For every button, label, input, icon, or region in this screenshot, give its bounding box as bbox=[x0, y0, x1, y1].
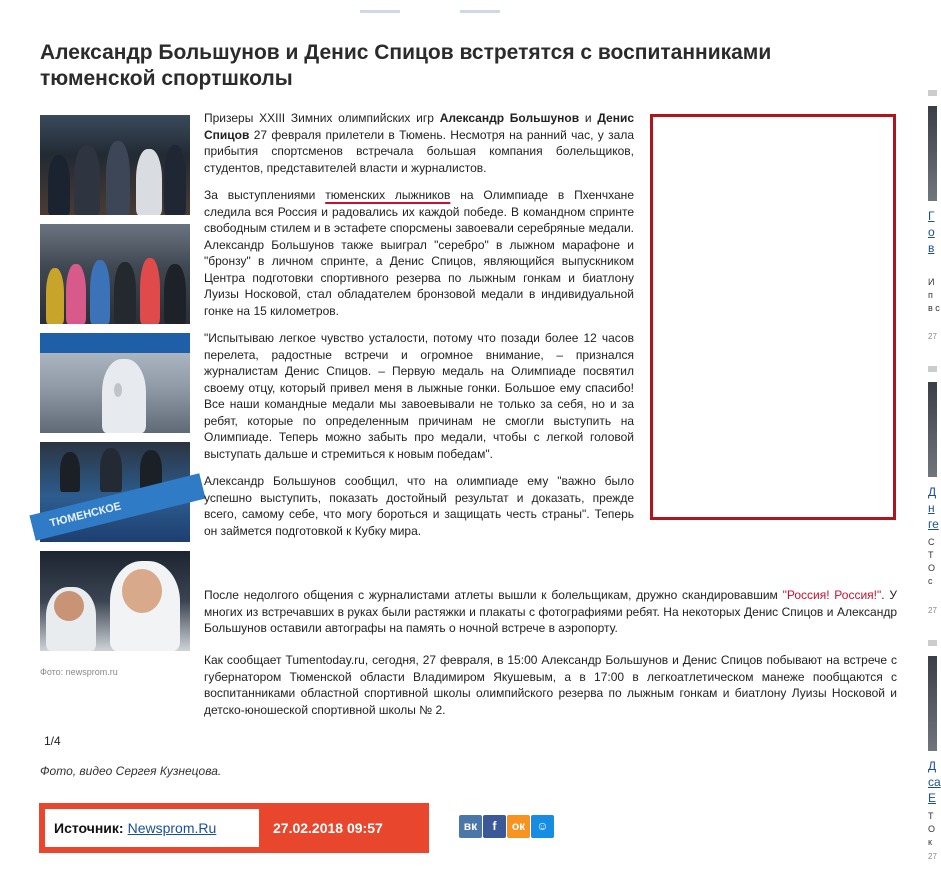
paragraph-3: "Испытываю легкое чувство усталости, потому что позади более 12 часов перелета, радостные встречи и огромное внимание, – признался журналистам Денис Спицов. – Первую медаль на Олимпиаде посвятил своему отцу, который привел меня в лыжные гонки. Большое ему спасибо! Все наши командные медали мы завоевывали не только за себя, но и за ребят, которые по определенным причинам не смогли выступить на Олимпиаде. Теперь можно забыть про медали, чтобы с легкой головой выступать дальше и стремиться к новым победам". bbox=[204, 331, 634, 461]
paragraph-6: Как сообщает Tumentoday.ru, сегодня, 27 февраля, в 15:00 Александр Большунов и Денис Спицов побывают на встрече с губернатором Тюменской области Владимиром Якушевым, а в 17:00 в легкоатлетическом манеже пообщаются с воспитанниками областной спортивной школы олимпийского резерва по лыжным гонкам и биатлону Луизы Носковой и детско-юношеской спортивной школы № 2. bbox=[204, 653, 897, 717]
skiers-link[interactable]: тюменских лыжников bbox=[325, 188, 451, 202]
paragraph-5: После недолгого общения с журналистами атлеты вышли к болельщикам, дружно скандировавшим "Россия! Россия!". У многих из встречавших в руках были растяжки и плакаты с фотографиями ребят. На некоторых Денис Спицов и Александр Большунов оставили автографы на память о ночной встрече в аэропорту. bbox=[204, 588, 897, 635]
fan-banner-image: ТЮМЕНСКОЕ bbox=[29, 473, 205, 541]
source-label: Источник: bbox=[54, 820, 124, 836]
sidebar-news-image-1[interactable] bbox=[928, 106, 937, 201]
sidebar-news-text-2: С Т О с bbox=[928, 537, 936, 586]
photo-gallery bbox=[40, 115, 190, 660]
facebook-share-icon[interactable]: f bbox=[483, 815, 506, 838]
vk-share-icon[interactable]: вк bbox=[459, 815, 482, 838]
sidebar-news-image-2[interactable] bbox=[928, 382, 937, 477]
sidebar-news-text-1: И п в с bbox=[928, 277, 940, 313]
sidebar-news-date-1: 27 bbox=[928, 332, 937, 341]
gallery-thumb-1[interactable] bbox=[40, 115, 190, 215]
paragraph-1: Призеры XXIII Зимних олимпийских игр Александр Большунов и Денис Спицов 27 февраля прилетели в Тюмень. Несмотря на ранний час, у зала прибытия спортсменов встречала большая компания болельщиков, студентов, представителей власти и журналистов. bbox=[204, 111, 634, 175]
gallery-counter: 1/4 bbox=[44, 734, 61, 748]
share-buttons bbox=[459, 815, 555, 838]
photo-caption: Фото, видео Сергея Кузнецова. bbox=[40, 764, 222, 778]
ad-banner-placeholder[interactable] bbox=[650, 114, 896, 520]
gallery-thumb-3[interactable] bbox=[40, 333, 190, 433]
sidebar-news-title-2[interactable]: Д н ге bbox=[928, 485, 939, 531]
photo-credit: Фото: newsprom.ru bbox=[40, 667, 118, 677]
source-link[interactable]: Newsprom.Ru bbox=[127, 820, 217, 836]
sidebar-news-text-3: Т О к bbox=[928, 811, 936, 847]
article-title: Александр Большунов и Денис Спицов встретятся с воспитанниками тюменской спортшколы bbox=[40, 41, 772, 90]
right-sidebar-news bbox=[922, 0, 941, 875]
gallery-thumb-2[interactable] bbox=[40, 224, 190, 324]
sidebar-separator bbox=[928, 90, 937, 96]
paragraph-4: Александр Большунов сообщил, что на олимпиаде ему "важно было успешно выступить, показать достойный результат и доказать, прежде всего, самому себе, что могу бороться и защищать честь страны". Теперь он займется подготовкой к Кубку мира. bbox=[204, 474, 634, 538]
sidebar-news-date-3: 27 bbox=[928, 852, 937, 861]
sidebar-news-image-3[interactable] bbox=[928, 656, 937, 751]
sidebar-news-date-2: 27 bbox=[928, 606, 937, 615]
publish-date: 27.02.2018 09:57 bbox=[273, 820, 383, 836]
gallery-thumb-4[interactable] bbox=[40, 442, 190, 542]
odnoklassniki-share-icon[interactable]: ок bbox=[507, 815, 530, 838]
sidebar-separator bbox=[928, 366, 937, 372]
moimir-share-icon[interactable]: ☺ bbox=[531, 815, 554, 838]
source-bar bbox=[39, 803, 429, 853]
top-nav-fragment bbox=[360, 0, 600, 4]
paragraph-2: За выступлениями тюменских лыжников на Олимпиаде в Пхенчхане следила вся Россия и радовались их каждой победе. В командном спринте свободным стилем и в эстафете спорсмены завоевали серебряные медали. Александр Большунов также выиграл "серебро" в лыжном марафоне и "бронзу" в личном спринте, а Денис Спицов, являющийся выпускником Центра подготовки спортивного резерва по лыжным гонкам и биатлону Луизы Носковой, стал обладателем бронзовой медали в индивидуальной гонке на 15 километров. bbox=[204, 188, 634, 318]
sidebar-news-title-1[interactable]: Г о в bbox=[928, 209, 935, 255]
gallery-thumb-5[interactable] bbox=[40, 551, 190, 651]
sidebar-news-title-3[interactable]: Д са Е bbox=[928, 759, 941, 805]
article-body bbox=[204, 110, 634, 550]
source-label-box bbox=[45, 809, 259, 847]
sidebar-separator bbox=[928, 640, 937, 646]
